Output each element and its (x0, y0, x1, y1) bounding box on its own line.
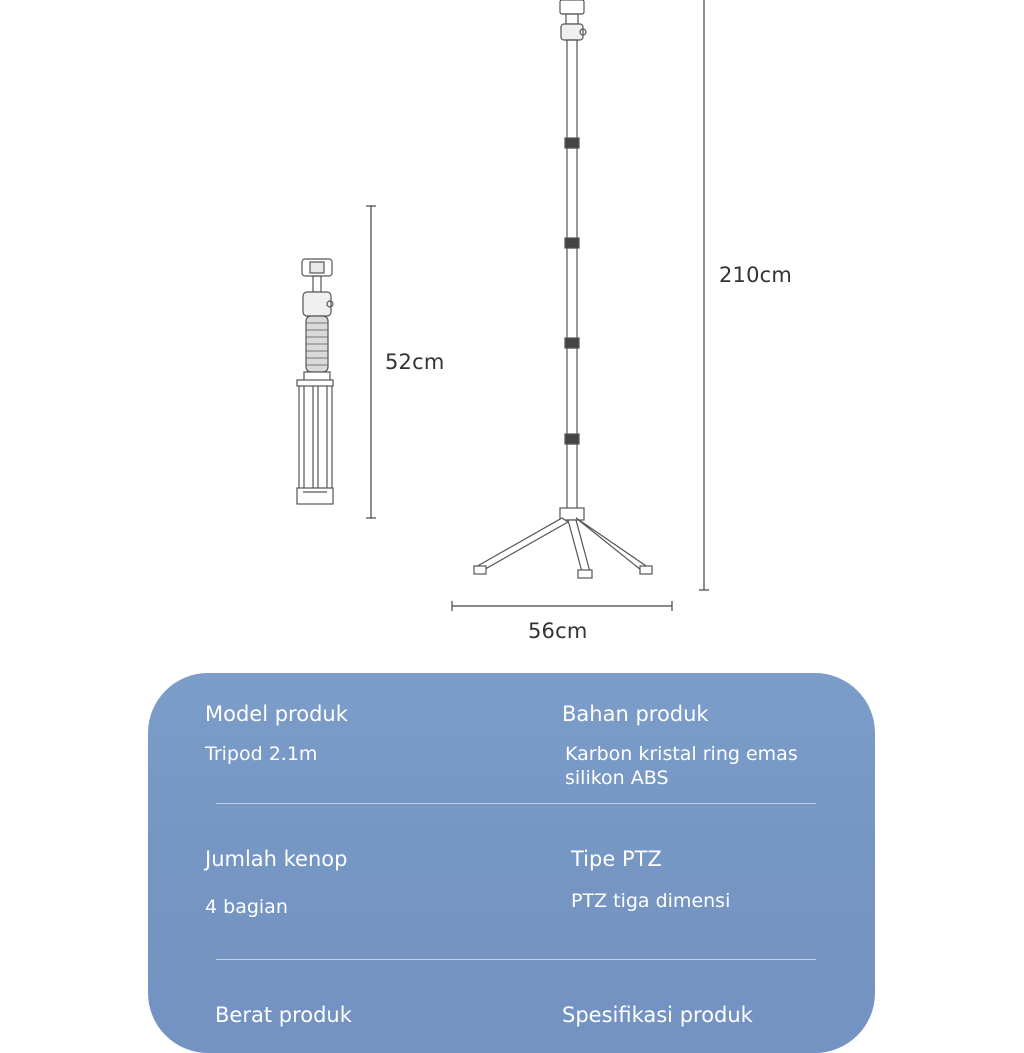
folded-height-label: 52cm (385, 350, 445, 374)
spec-specification-label: Spesifikasi produk (562, 1003, 753, 1027)
spec-model (205, 700, 348, 766)
spec-ptz-label: Tipe PTZ (571, 847, 662, 871)
spec-material-value-line2: silikon ABS (565, 767, 669, 789)
base-width-label: 56cm (528, 619, 588, 643)
spec-model-value: Tripod 2.1m (205, 743, 318, 765)
spec-weight (215, 1001, 352, 1029)
spec-specification (562, 1001, 753, 1029)
spec-panel (148, 673, 875, 1053)
extended-height-label: 210cm (719, 263, 793, 287)
spec-ptz (571, 845, 730, 913)
extended-tripod-illustration (474, 0, 652, 578)
spec-material (562, 700, 798, 790)
spec-knobs-value: 4 bagian (205, 896, 288, 918)
spec-model-label: Model produk (205, 702, 348, 726)
spec-ptz-value: PTZ tiga dimensi (571, 890, 731, 912)
spec-divider (216, 959, 816, 960)
spec-weight-label: Berat produk (215, 1003, 352, 1027)
spec-knobs (205, 845, 347, 919)
folded-tripod-illustration (297, 259, 333, 504)
spec-material-value-line1: Karbon kristal ring emas (565, 743, 798, 765)
spec-material-label: Bahan produk (562, 702, 709, 726)
spec-divider (216, 803, 816, 804)
spec-knobs-label: Jumlah kenop (205, 847, 348, 871)
